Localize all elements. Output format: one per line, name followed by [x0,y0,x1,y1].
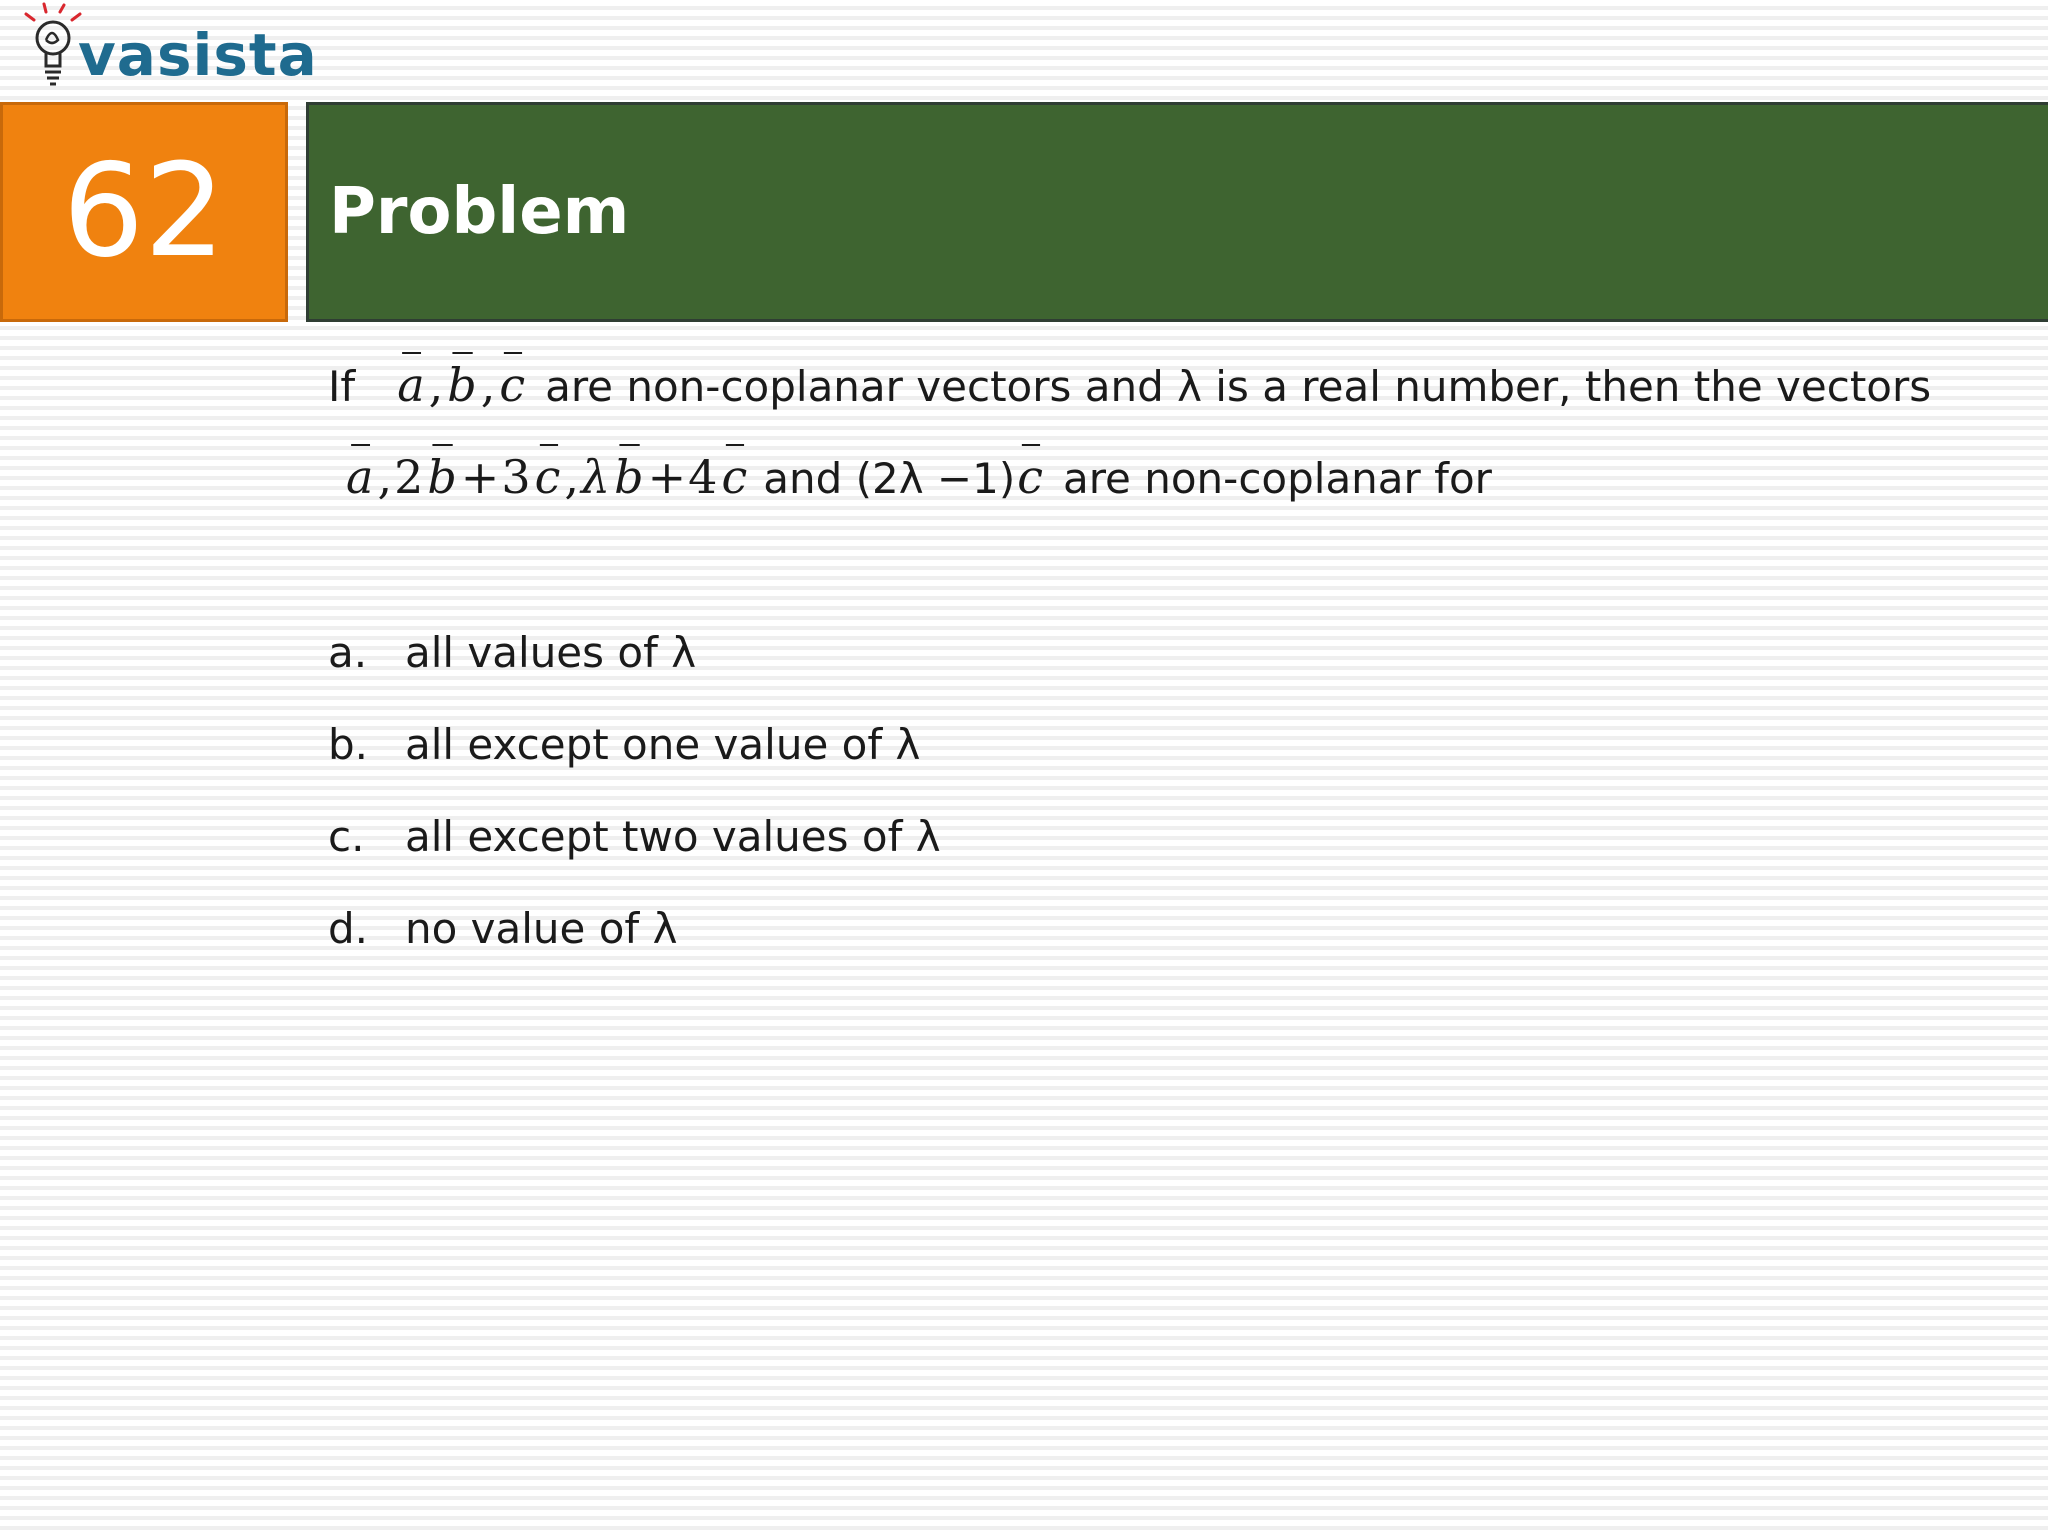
problem-content [328,352,2028,1000]
comma: , [480,358,498,412]
option-d[interactable] [328,904,2028,1000]
vector-list-abc [395,358,529,412]
option-c[interactable] [328,812,2028,908]
question-prefix: If [328,362,356,411]
slide-title: Problem [329,175,630,249]
vector-c: c [1017,450,1045,504]
vasista-logo [20,2,318,98]
option-letter: d. [328,904,369,953]
vector-a: a [397,358,427,412]
slide-number-box [0,102,288,322]
comma: , [428,358,446,412]
vector-b: b [614,450,646,504]
question-line-2 [328,450,2028,514]
slide-number: 62 [62,137,226,286]
option-b[interactable] [328,720,2028,816]
option-text: all values of λ [405,628,697,677]
vector-expression [344,450,751,504]
vector-c: c [721,450,750,504]
and-text: and (2λ −1) [763,454,1016,503]
plus-sign: + [460,450,502,504]
option-letter: c. [328,812,365,861]
option-text: all except one value of λ [405,720,921,769]
vector-b: b [447,358,479,412]
option-text: all except two values of λ [405,812,941,861]
answer-options [328,628,2028,1000]
vector-b: b [427,450,459,504]
vector-a: a [346,450,376,504]
comma: , [564,450,582,504]
option-a[interactable] [328,628,2028,724]
coefficient: 2 [394,450,426,504]
lambda-symbol: λ [581,450,613,504]
option-letter: b. [328,720,369,769]
vector-c-expr [1015,450,1047,504]
option-letter: a. [328,628,368,677]
comma: , [377,450,395,504]
coefficient: 4 [688,450,720,504]
plus-sign: + [647,450,689,504]
title-bar [306,102,2048,322]
question-line-1 [328,358,2028,422]
coefficient: 3 [501,450,533,504]
vector-c: c [499,358,528,412]
question-text-1: are non-coplanar vectors and λ is a real number, then the vectors [545,362,1932,411]
question-text-2: are non-coplanar for [1062,454,1492,503]
vector-c: c [534,450,563,504]
option-text: no value of λ [405,904,678,953]
logo-text: vasista [78,21,318,89]
